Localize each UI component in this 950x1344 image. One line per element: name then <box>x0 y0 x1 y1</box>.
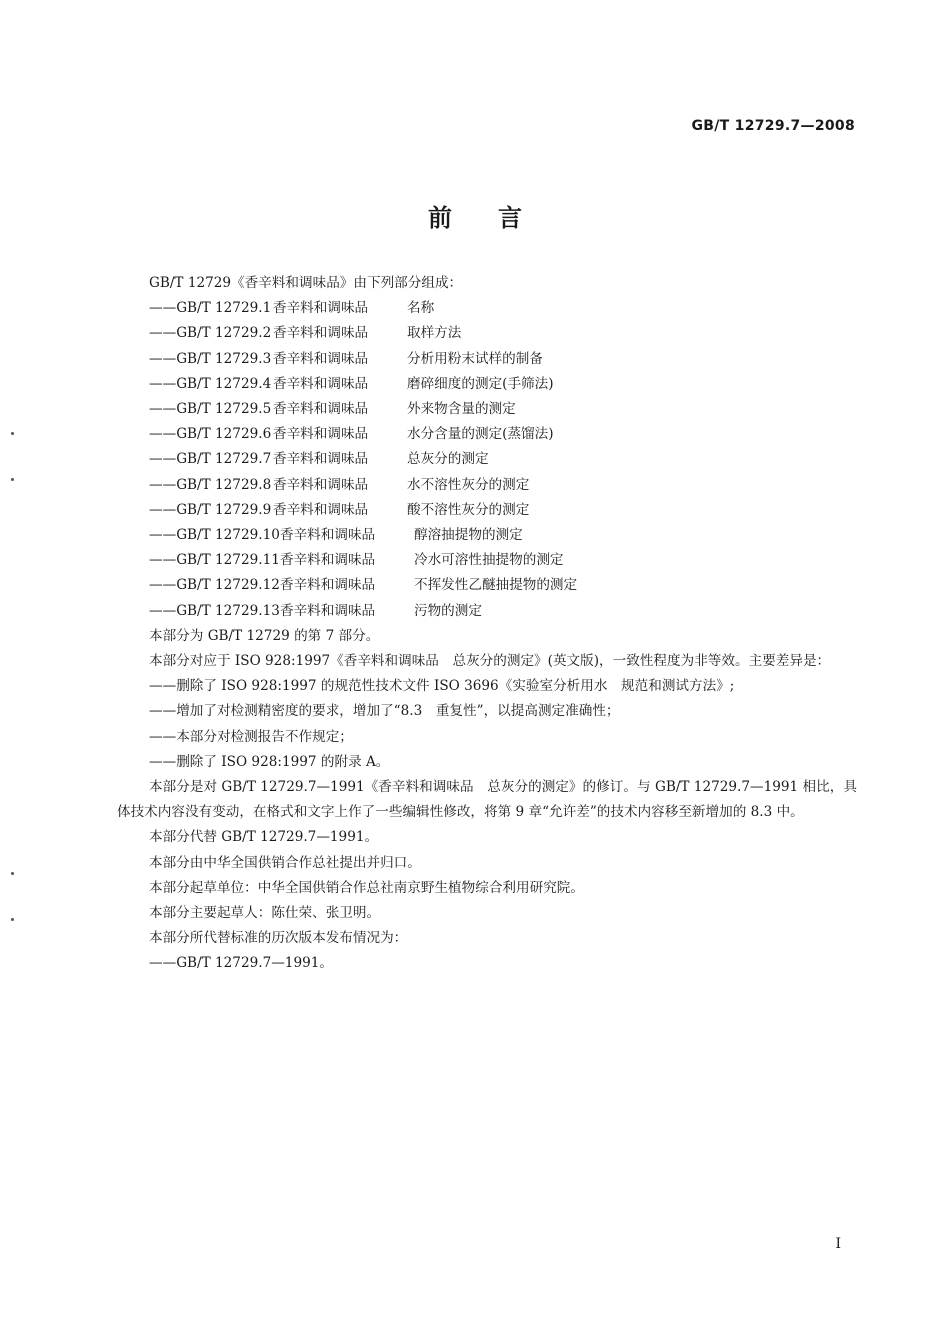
correspondence-paragraph: 本部分对应于 ISO 928:1997《香辛料和调味品 总灰分的测定》(英文版)，一致性程度为非等效。主要差异是： <box>149 653 831 670</box>
scan-speck <box>11 918 14 921</box>
revision-paragraph: 本部分是对 GB/T 12729.7—1991《香辛料和调味品 总灰分的测定》的修订。与 GB/T 12729.7—1991 相比，具体技术内容没有变动，在格式和文字上作了一些编辑性修改，将第 9 章“允许差”的技术内容移至新增加的 8.3 中。 <box>117 779 857 821</box>
list-item: ——GB/T 12729.2 香辛料和调味品 取样方法 <box>149 325 462 342</box>
replaces-paragraph: 本部分代替 GB/T 12729.7—1991。 <box>149 829 379 846</box>
list-item: ——GB/T 12729.7—1991。 <box>149 955 334 972</box>
list-item: ——GB/T 12729.7 香辛料和调味品 总灰分的测定 <box>149 451 489 468</box>
list-item: ——GB/T 12729.8 香辛料和调味品 水不溶性灰分的测定 <box>149 476 530 493</box>
list-item: ——GB/T 12729.12 香辛料和调味品 不挥发性乙醚抽提物的测定 <box>149 577 578 594</box>
list-item: ——删除了 ISO 928:1997 的规范性技术文件 ISO 3696《实验室分析用水 规范和测试方法》; <box>149 678 735 695</box>
list-item: ——GB/T 12729.1 香辛料和调味品 名称 <box>149 300 435 317</box>
drafters-paragraph: 本部分主要起草人：陈仕荣、张卫明。 <box>149 905 381 922</box>
parts-list <box>117 296 857 624</box>
scan-speck <box>11 478 14 481</box>
history-list <box>117 951 857 976</box>
list-item: ——本部分对检测报告不作规定； <box>149 728 353 745</box>
list-item: ——增加了对检测精密度的要求，增加了“8.3 重复性”，以提高测定准确性； <box>149 703 620 720</box>
list-item: ——GB/T 12729.10 香辛料和调味品 醇溶抽提物的测定 <box>149 527 523 544</box>
list-item: ——GB/T 12729.9 香辛料和调味品 酸不溶性灰分的测定 <box>149 501 530 518</box>
part-statement: 本部分为 GB/T 12729 的第 7 部分。 <box>149 627 380 644</box>
page-title: 前言 <box>428 204 568 232</box>
page-number: I <box>835 1236 841 1252</box>
intro-paragraph: GB/T 12729《香辛料和调味品》由下列部分组成： <box>149 275 463 291</box>
standard-code: GB/T 12729.7—2008 <box>691 118 855 134</box>
history-intro-paragraph: 本部分所代替标准的历次版本发布情况为： <box>149 930 408 947</box>
list-item: ——GB/T 12729.5 香辛料和调味品 外来物含量的测定 <box>149 401 516 418</box>
list-item: ——GB/T 12729.3 香辛料和调味品 分析用粉末试样的制备 <box>149 350 543 367</box>
differences-list <box>117 674 857 775</box>
list-item: ——GB/T 12729.11 香辛料和调味品 冷水可溶性抽提物的测定 <box>149 552 564 569</box>
list-item: ——删除了 ISO 928:1997 的附录 A。 <box>149 753 390 770</box>
drafting-unit-paragraph: 本部分起草单位：中华全国供销合作总社南京野生植物综合利用研究院。 <box>149 879 584 896</box>
list-item: ——GB/T 12729.4 香辛料和调味品 磨碎细度的测定(手筛法) <box>149 375 554 392</box>
list-item: ——GB/T 12729.13 香辛料和调味品 污物的测定 <box>149 602 482 619</box>
document-body <box>117 271 857 977</box>
proposer-paragraph: 本部分由中华全国供销合作总社提出并归口。 <box>149 854 421 871</box>
scan-speck <box>11 872 14 875</box>
list-item: ——GB/T 12729.6 香辛料和调味品 水分含量的测定(蒸馏法) <box>149 426 554 443</box>
scan-speck <box>11 432 14 435</box>
